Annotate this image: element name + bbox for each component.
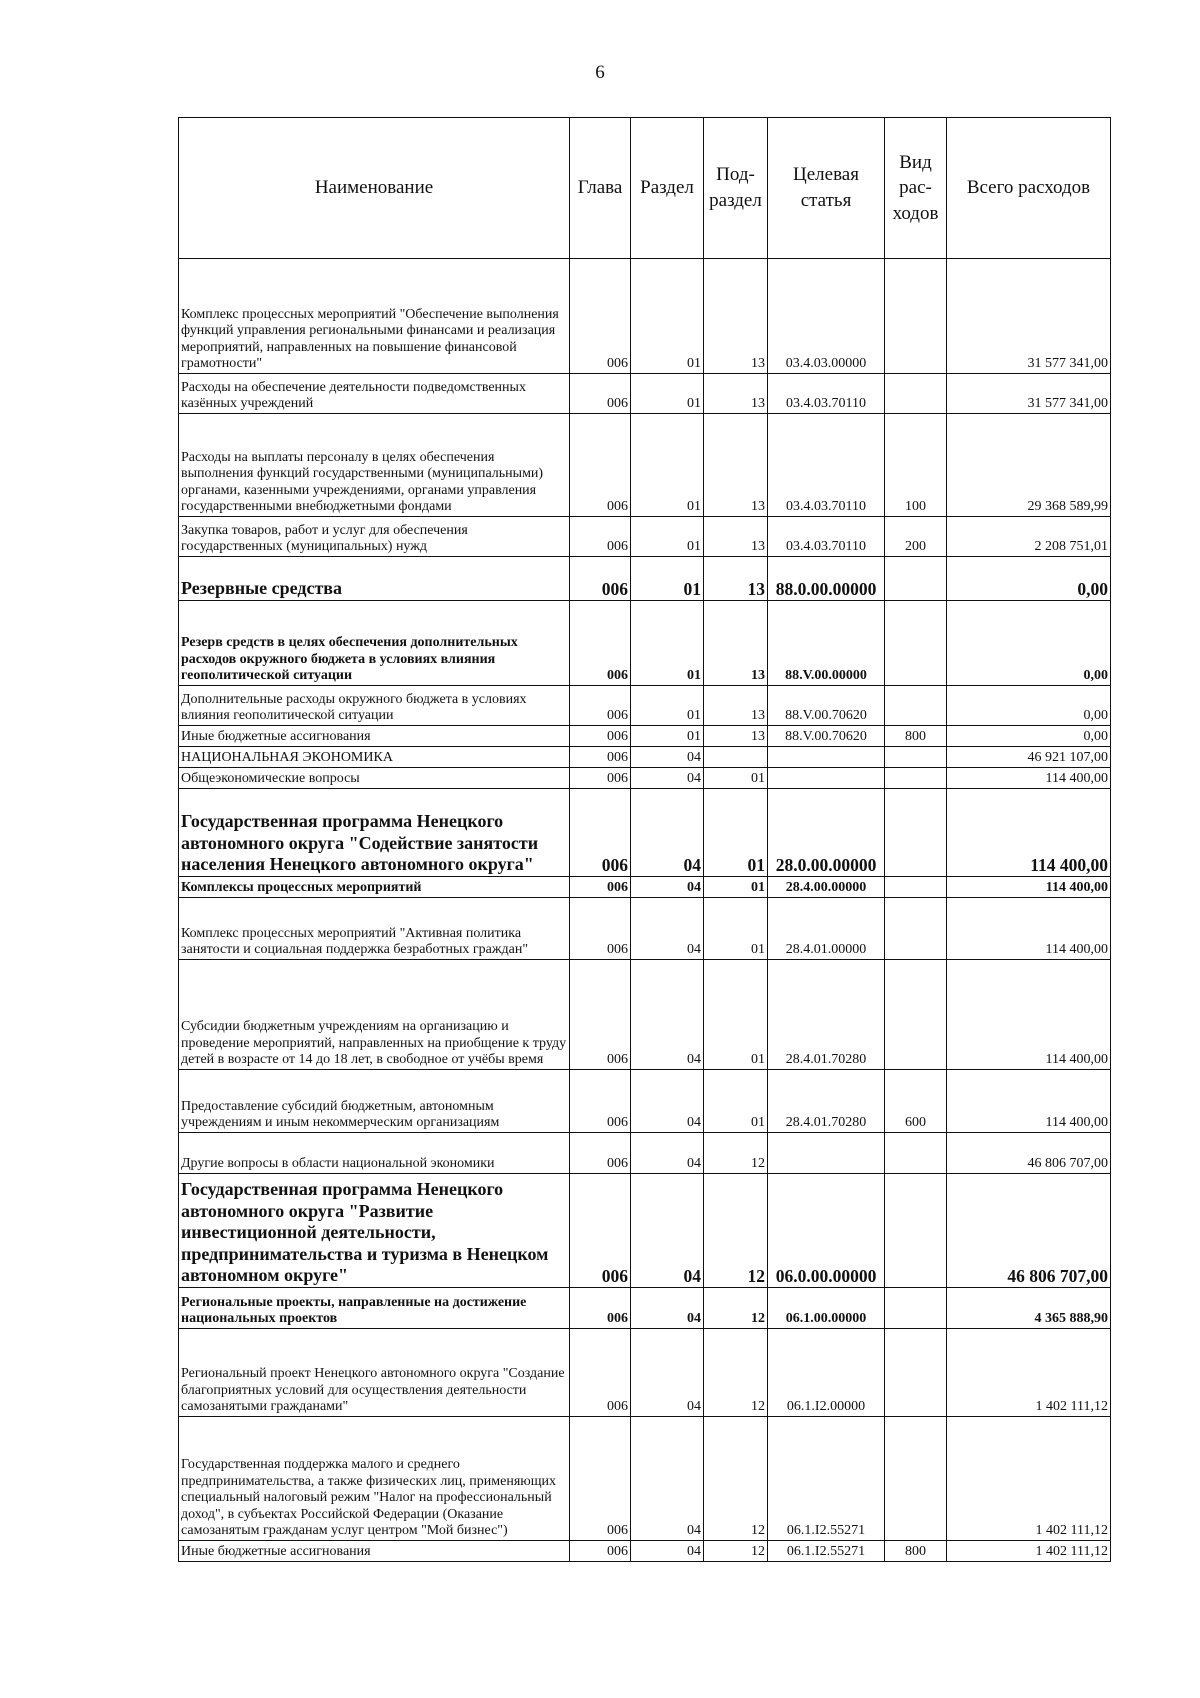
row-name: Другие вопросы в области национальной экономики <box>179 1133 570 1174</box>
row-razdel: 01 <box>631 726 704 747</box>
row-glava: 006 <box>570 1329 631 1417</box>
row-podrazdel: 01 <box>704 789 768 877</box>
row-celevaya: 03.4.03.70110 <box>768 517 885 557</box>
row-name: Расходы на выплаты персоналу в целях обеспечения выполнения функций государственными (муниципальными) органами, казенными учреждениями, органами управления государственными внебюджетными фондами <box>179 414 570 517</box>
row-total: 0,00 <box>947 686 1111 726</box>
row-celevaya <box>768 747 885 768</box>
row-vid: 800 <box>885 726 947 747</box>
header-vid: Вид рас-ходов <box>885 118 947 259</box>
row-name: Государственная программа Ненецкого автономного округа "Содействие занятости населения Ненецкого автономного округа" <box>179 789 570 877</box>
row-razdel: 04 <box>631 768 704 789</box>
row-name: Государственная поддержка малого и среднего предпринимательства, а также физических лиц, применяющих специальный налоговый режим "Налог на профессиональный доход", в субъектах Российской Федерации (Оказание самозанятым гражданам услуг центром "Мой бизнес") <box>179 1417 570 1541</box>
table-row <box>179 259 1111 374</box>
table-row <box>179 686 1111 726</box>
row-razdel: 01 <box>631 557 704 601</box>
header-celevaya: Целевая статья <box>768 118 885 259</box>
row-total: 29 368 589,99 <box>947 414 1111 517</box>
row-vid <box>885 1174 947 1288</box>
row-vid <box>885 686 947 726</box>
row-celevaya: 88.V.00.70620 <box>768 686 885 726</box>
row-celevaya: 28.4.01.70280 <box>768 960 885 1070</box>
row-podrazdel: 01 <box>704 1070 768 1133</box>
table-row <box>179 1174 1111 1288</box>
row-name: НАЦИОНАЛЬНАЯ ЭКОНОМИКА <box>179 747 570 768</box>
row-vid <box>885 768 947 789</box>
row-vid: 800 <box>885 1541 947 1562</box>
row-podrazdel: 13 <box>704 686 768 726</box>
table-row <box>179 601 1111 686</box>
row-vid <box>885 1417 947 1541</box>
table-row <box>179 557 1111 601</box>
page-number: 6 <box>595 62 605 83</box>
budget-table <box>178 117 1111 1562</box>
row-name: Региональный проект Ненецкого автономного округа "Создание благоприятных условий для осуществления деятельности самозанятыми гражданами" <box>179 1329 570 1417</box>
row-celevaya: 06.1.I2.00000 <box>768 1329 885 1417</box>
row-name: Резервные средства <box>179 557 570 601</box>
row-glava: 006 <box>570 898 631 960</box>
table-row <box>179 1417 1111 1541</box>
row-glava: 006 <box>570 789 631 877</box>
table-row <box>179 1133 1111 1174</box>
table-row <box>179 517 1111 557</box>
row-razdel: 04 <box>631 1133 704 1174</box>
row-name: Региональные проекты, направленные на достижение национальных проектов <box>179 1288 570 1329</box>
row-celevaya: 88.0.00.00000 <box>768 557 885 601</box>
row-glava: 006 <box>570 1174 631 1288</box>
row-vid <box>885 1288 947 1329</box>
row-total: 4 365 888,90 <box>947 1288 1111 1329</box>
row-vid: 100 <box>885 414 947 517</box>
row-celevaya: 88.V.00.00000 <box>768 601 885 686</box>
row-total: 46 806 707,00 <box>947 1133 1111 1174</box>
row-celevaya: 03.4.03.70110 <box>768 374 885 414</box>
row-razdel: 04 <box>631 747 704 768</box>
row-glava: 006 <box>570 768 631 789</box>
row-vid <box>885 259 947 374</box>
row-total: 114 400,00 <box>947 1070 1111 1133</box>
row-razdel: 04 <box>631 898 704 960</box>
row-razdel: 04 <box>631 789 704 877</box>
row-razdel: 04 <box>631 1070 704 1133</box>
row-vid <box>885 1329 947 1417</box>
row-podrazdel: 12 <box>704 1133 768 1174</box>
row-glava: 006 <box>570 1133 631 1174</box>
row-glava: 006 <box>570 601 631 686</box>
row-vid <box>885 374 947 414</box>
row-celevaya: 28.4.01.00000 <box>768 898 885 960</box>
row-total: 1 402 111,12 <box>947 1329 1111 1417</box>
table-row <box>179 898 1111 960</box>
row-glava: 006 <box>570 686 631 726</box>
row-podrazdel: 12 <box>704 1174 768 1288</box>
row-razdel: 04 <box>631 1174 704 1288</box>
table-row <box>179 414 1111 517</box>
row-total: 31 577 341,00 <box>947 374 1111 414</box>
row-podrazdel: 13 <box>704 517 768 557</box>
header-name: Наименование <box>179 118 570 259</box>
row-glava: 006 <box>570 374 631 414</box>
row-total: 31 577 341,00 <box>947 259 1111 374</box>
row-podrazdel: 01 <box>704 877 768 898</box>
table-row <box>179 1329 1111 1417</box>
row-name: Комплексы процессных мероприятий <box>179 877 570 898</box>
header-glava: Глава <box>570 118 631 259</box>
row-total: 114 400,00 <box>947 960 1111 1070</box>
row-razdel: 04 <box>631 1288 704 1329</box>
table-header-row <box>179 118 1111 259</box>
row-celevaya: 28.0.00.00000 <box>768 789 885 877</box>
header-total: Всего расходов <box>947 118 1111 259</box>
row-total: 46 806 707,00 <box>947 1174 1111 1288</box>
table-row <box>179 789 1111 877</box>
row-total: 114 400,00 <box>947 877 1111 898</box>
row-podrazdel: 12 <box>704 1417 768 1541</box>
row-podrazdel: 01 <box>704 960 768 1070</box>
row-celevaya: 03.4.03.00000 <box>768 259 885 374</box>
row-total: 114 400,00 <box>947 789 1111 877</box>
row-glava: 006 <box>570 1417 631 1541</box>
row-celevaya: 03.4.03.70110 <box>768 414 885 517</box>
row-razdel: 04 <box>631 877 704 898</box>
row-razdel: 04 <box>631 1329 704 1417</box>
row-celevaya: 28.4.01.70280 <box>768 1070 885 1133</box>
table-row <box>179 1288 1111 1329</box>
row-podrazdel: 13 <box>704 259 768 374</box>
row-celevaya: 06.1.I2.55271 <box>768 1541 885 1562</box>
row-podrazdel: 12 <box>704 1541 768 1562</box>
row-vid <box>885 747 947 768</box>
row-vid <box>885 601 947 686</box>
row-total: 1 402 111,12 <box>947 1417 1111 1541</box>
row-glava: 006 <box>570 1070 631 1133</box>
row-podrazdel: 13 <box>704 601 768 686</box>
row-podrazdel: 12 <box>704 1329 768 1417</box>
row-vid <box>885 960 947 1070</box>
row-vid <box>885 789 947 877</box>
row-total: 0,00 <box>947 557 1111 601</box>
row-razdel: 01 <box>631 374 704 414</box>
row-total: 114 400,00 <box>947 898 1111 960</box>
row-podrazdel: 01 <box>704 768 768 789</box>
row-podrazdel: 01 <box>704 898 768 960</box>
table-row <box>179 960 1111 1070</box>
row-name: Иные бюджетные ассигнования <box>179 726 570 747</box>
row-name: Дополнительные расходы окружного бюджета в условиях влияния геополитической ситуации <box>179 686 570 726</box>
row-vid <box>885 1133 947 1174</box>
row-razdel: 01 <box>631 601 704 686</box>
row-celevaya: 06.1.I2.55271 <box>768 1417 885 1541</box>
row-celevaya: 06.0.00.00000 <box>768 1174 885 1288</box>
table-row <box>179 768 1111 789</box>
row-total: 1 402 111,12 <box>947 1541 1111 1562</box>
row-razdel: 01 <box>631 259 704 374</box>
row-glava: 006 <box>570 1541 631 1562</box>
row-podrazdel: 13 <box>704 726 768 747</box>
row-total: 2 208 751,01 <box>947 517 1111 557</box>
row-razdel: 01 <box>631 686 704 726</box>
header-podrazdel: Под-раздел <box>704 118 768 259</box>
row-celevaya: 06.1.00.00000 <box>768 1288 885 1329</box>
table-row <box>179 726 1111 747</box>
row-podrazdel: 13 <box>704 414 768 517</box>
row-vid: 600 <box>885 1070 947 1133</box>
row-name: Предоставление субсидий бюджетным, автономным учреждениям и иным некоммерческим организациям <box>179 1070 570 1133</box>
row-vid <box>885 898 947 960</box>
row-razdel: 04 <box>631 960 704 1070</box>
row-celevaya <box>768 1133 885 1174</box>
row-glava: 006 <box>570 960 631 1070</box>
row-podrazdel <box>704 747 768 768</box>
row-glava: 006 <box>570 726 631 747</box>
row-name: Субсидии бюджетным учреждениям на организацию и проведение мероприятий, направленных на приобщение к труду детей в возрасте от 14 до 18 лет, в свободное от учёбы время <box>179 960 570 1070</box>
row-name: Общеэкономические вопросы <box>179 768 570 789</box>
row-vid: 200 <box>885 517 947 557</box>
row-glava: 006 <box>570 877 631 898</box>
row-razdel: 04 <box>631 1417 704 1541</box>
row-total: 0,00 <box>947 601 1111 686</box>
row-razdel: 04 <box>631 1541 704 1562</box>
row-podrazdel: 13 <box>704 374 768 414</box>
header-razdel: Раздел <box>631 118 704 259</box>
row-name: Комплекс процессных мероприятий "Обеспечение выполнения функций управления региональными финансами и реализация мероприятий, направленных на повышение финансовой грамотности" <box>179 259 570 374</box>
row-razdel: 01 <box>631 517 704 557</box>
row-glava: 006 <box>570 747 631 768</box>
row-name: Расходы на обеспечение деятельности подведомственных казённых учреждений <box>179 374 570 414</box>
row-total: 46 921 107,00 <box>947 747 1111 768</box>
row-celevaya: 88.V.00.70620 <box>768 726 885 747</box>
row-vid <box>885 557 947 601</box>
row-razdel: 01 <box>631 414 704 517</box>
row-name: Закупка товаров, работ и услуг для обеспечения государственных (муниципальных) нужд <box>179 517 570 557</box>
row-glava: 006 <box>570 517 631 557</box>
row-name: Резерв средств в целях обеспечения дополнительных расходов окружного бюджета в условиях влияния геополитической ситуации <box>179 601 570 686</box>
row-vid <box>885 877 947 898</box>
row-glava: 006 <box>570 1288 631 1329</box>
row-total: 0,00 <box>947 726 1111 747</box>
row-total: 114 400,00 <box>947 768 1111 789</box>
table-row <box>179 877 1111 898</box>
row-podrazdel: 12 <box>704 1288 768 1329</box>
row-celevaya <box>768 768 885 789</box>
row-name: Государственная программа Ненецкого автономного округа "Развитие инвестиционной деятельности, предпринимательства и туризма в Ненецком автономном округе" <box>179 1174 570 1288</box>
table-row <box>179 747 1111 768</box>
row-podrazdel: 13 <box>704 557 768 601</box>
row-name: Иные бюджетные ассигнования <box>179 1541 570 1562</box>
table-row <box>179 1541 1111 1562</box>
table-row <box>179 1070 1111 1133</box>
row-name: Комплекс процессных мероприятий "Активная политика занятости и социальная поддержка безработных граждан" <box>179 898 570 960</box>
table-row <box>179 374 1111 414</box>
row-celevaya: 28.4.00.00000 <box>768 877 885 898</box>
row-glava: 006 <box>570 557 631 601</box>
row-glava: 006 <box>570 414 631 517</box>
row-glava: 006 <box>570 259 631 374</box>
